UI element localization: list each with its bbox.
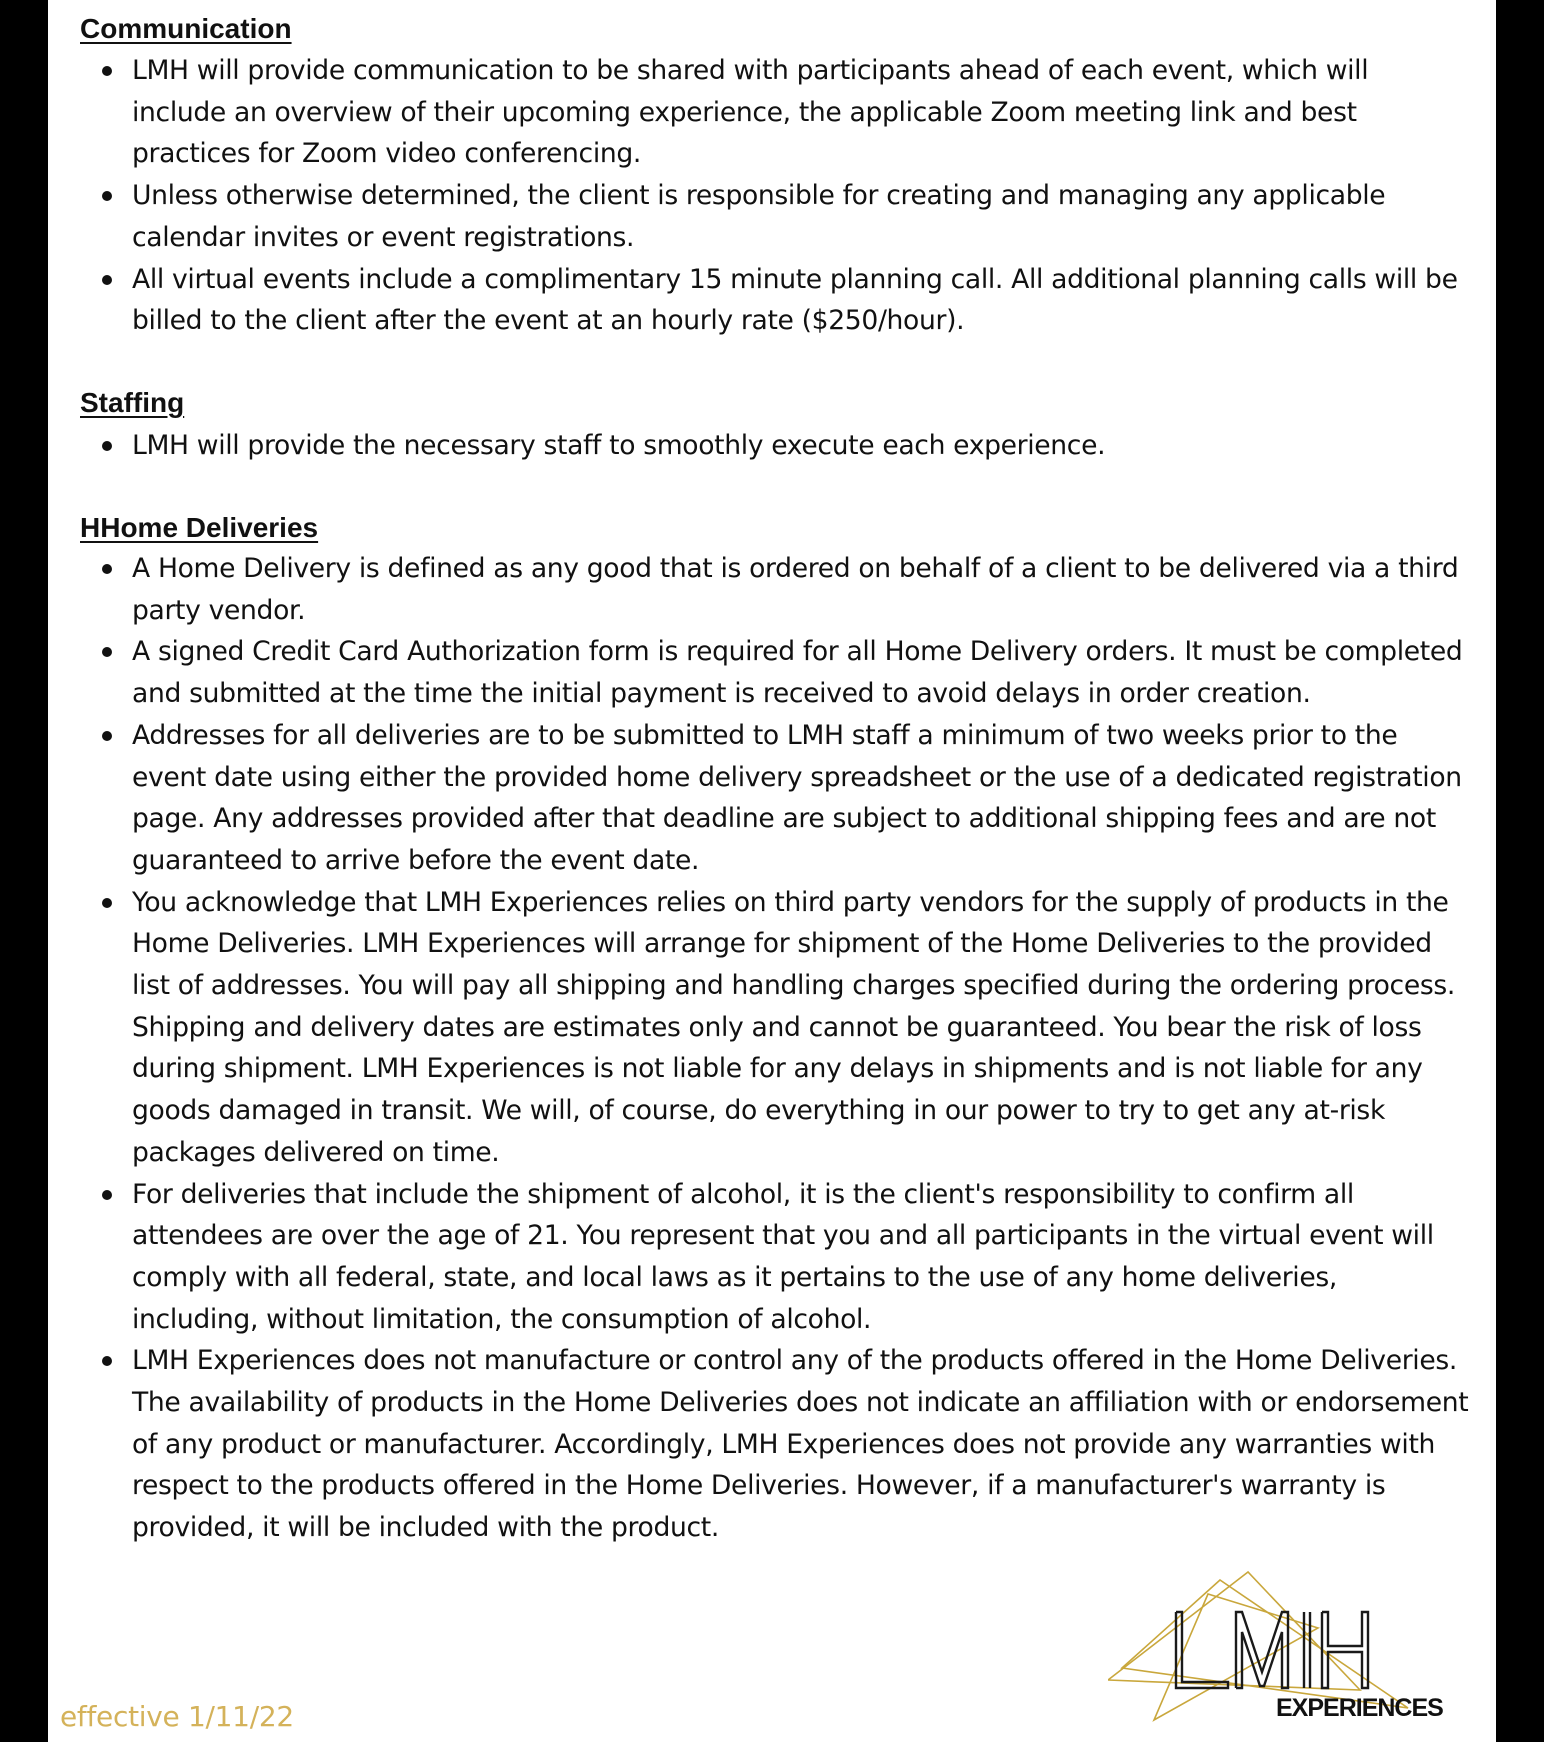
staffing-section [80,386,1470,467]
list-item: A signed Credit Card Authorization form is required for all Home Delivery orders. It must be completed and submitted at the time the initial payment is received to avoid delays in order creation. [80,631,1470,714]
list-item: LMH will provide the necessary staff to smoothly execute each experience. [80,425,1470,467]
bullet-icon [102,66,112,76]
bullet-icon [102,441,112,451]
home-deliveries-section [80,511,1470,1549]
bullet-icon [102,898,112,908]
communication-section [80,12,1470,342]
bullet-icon [102,731,112,741]
communication-list [80,50,1470,342]
bullet-icon [102,191,112,201]
bullet-icon [102,1190,112,1200]
home-deliveries-list [80,548,1470,1549]
list-item: LMH will provide communication to be shared with participants ahead of each event, which will include an overview of their upcoming experience, the applicable Zoom meeting link and best practices for Zoom video conferencing. [80,50,1470,175]
logo-wordmark: EXPERIENCES [1276,1694,1443,1722]
list-item: All virtual events include a complimentary 15 minute planning call. All additional planning calls will be billed to the client after the event at an hourly rate ($250/hour). [80,259,1470,342]
communication-heading: Communication [80,13,292,44]
logo-letters-icon [1176,1612,1368,1688]
list-item: You acknowledge that LMH Experiences relies on third party vendors for the supply of products in the Home Deliveries. LMH Experiences will arrange for shipment of the Home Deliveries to the provided list of addresses. You will pay all shipping and handling charges specified during the ordering process. Shipping and delivery dates are estimates only and cannot be guaranteed. You bear the risk of loss during shipment. LMH Experiences is not liable for any delays in shipments and is not liable for any goods damaged in transit. We will, of course, do everything in our power to try to get any at-risk packages delivered on time. [80,882,1470,1174]
staffing-heading: Staffing [80,387,185,418]
list-item: Addresses for all deliveries are to be submitted to LMH staff a minimum of two weeks prior to the event date using either the provided home delivery spreadsheet or the use of a dedicated registration page. Any addresses provided after that deadline are subject to additional shipping fees and are not guaranteed to arrive before the event date. [80,715,1470,882]
bullet-icon [102,275,112,285]
effective-date: effective 1/11/22 [60,1700,294,1733]
staffing-list [80,425,1470,467]
bullet-icon [102,1356,112,1366]
bullet-icon [102,564,112,574]
list-item: For deliveries that include the shipment of alcohol, it is the client's responsibility to confirm all attendees are over the age of 21. You represent that you and all participants in the virtual event will comply with all federal, state, and local laws as it pertains to the use of any home deliveries, including, without limitation, the consumption of alcohol. [80,1174,1470,1341]
document-page [48,0,1496,1742]
list-item: Unless otherwise determined, the client is responsible for creating and managing any applicable calendar invites or event registrations. [80,175,1470,258]
home-deliveries-heading: HHome Deliveries [80,512,319,543]
list-item: A Home Delivery is defined as any good that is ordered on behalf of a client to be delivered via a third party vendor. [80,548,1470,631]
bullet-icon [102,647,112,657]
list-item: LMH Experiences does not manufacture or control any of the products offered in the Home Deliveries. The availability of products in the Home Deliveries does not indicate an affiliation with or endorsement of any product or manufacturer. Accordingly, LMH Experiences does not provide any warranties with respect to the products offered in the Home Deliveries. However, if a manufacturer's warranty is provided, it will be included with the product. [80,1340,1470,1549]
lmh-experiences-logo [1108,1568,1488,1728]
